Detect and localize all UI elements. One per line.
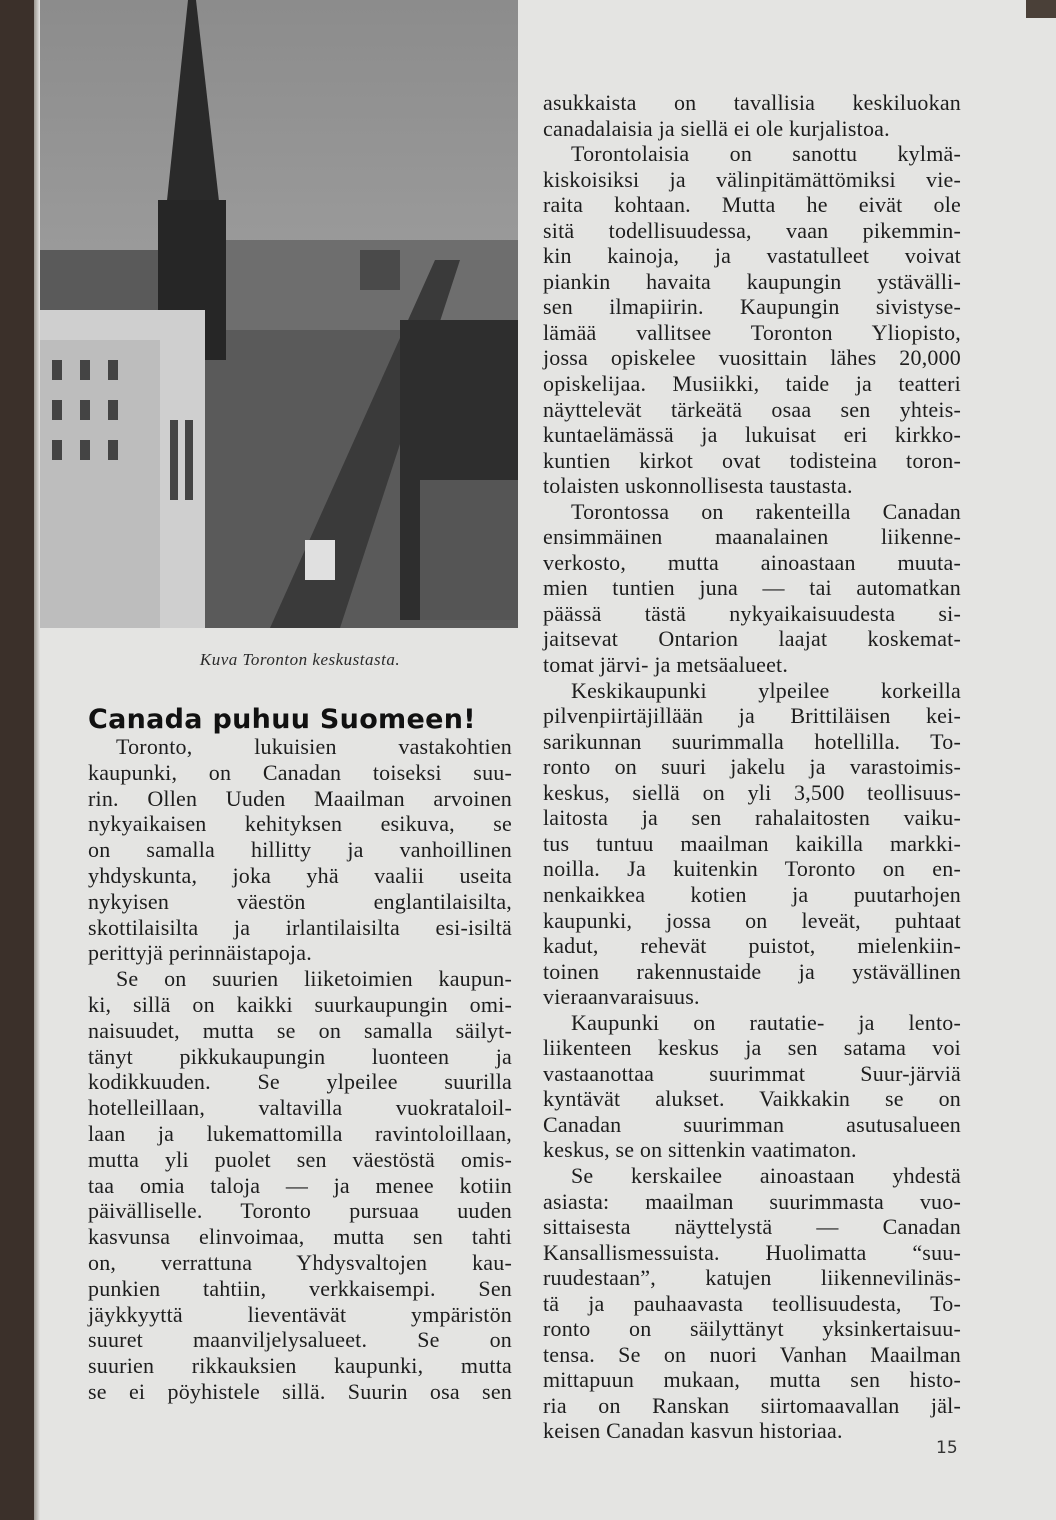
text-line: nykyaikaisen kehityksen esikuva, se [88,811,512,837]
text-line: raita kohtaan. Mutta he eivät ole [543,192,961,218]
paragraph [543,678,961,1010]
paragraph [543,1010,961,1163]
text-line: ria on Ranskan siirtomaavallan jäl- [543,1392,961,1418]
page-number: 15 [936,1438,958,1458]
paragraph [543,90,961,141]
text-line: Kaupunki on rautatie- ja lento- [571,1009,961,1035]
text-line: opiskelijaa. Musiikki, taide ja teatteri [543,371,961,397]
text-line: ronto on suuri jakelu ja varastoimis- [543,754,961,780]
text-line: jäykkyyttä lieventävät ympäristön [88,1301,512,1327]
text-line: ensimmäinen maanalainen liikenne- [543,524,961,550]
text-line: Torontossa on rakenteilla Canadan [571,498,961,524]
text-line: hotelleillaan, valtavilla vuokrataloil- [88,1095,512,1121]
text-line: kuntaelämässä ja lukuisat eri kirkko- [543,422,961,448]
text-line: sittaisesta näyttelystä — Canadan [543,1214,961,1240]
text-line: nenkaikkea kotien ja puutarhojen [543,881,961,907]
text-line: päivälliselle. Toronto pursuaa uuden [88,1198,512,1224]
text-line: suurien rikkauksien kaupunki, mutta [88,1353,512,1379]
text-line: tä ja pauhaavasta teollisuudesta, To- [543,1290,961,1316]
text-line: vieraanvaraisuus. [543,984,700,1010]
text-line: canadalaisia ja siellä ei ole kurjalistoa. [543,115,890,141]
text-line: pilvenpiirtäjillään ja Brittiläisen kei- [543,703,961,729]
text-line: mittapuun mukaan, mutta sen histo- [543,1367,961,1393]
text-line: kasvunsa elinvoimaa, mutta sen tahti [88,1224,512,1250]
text-line: asukkaista on tavallisia keskiluokan [543,90,961,115]
text-line: ruudestaan”, katujen liikennevilinäs- [543,1265,961,1291]
text-line: verkosto, mutta ainoastaan muuta- [543,549,961,575]
paragraph [543,1163,961,1444]
text-line: toinen rakennustaide ja ystävällinen [543,958,961,984]
text-line: skottilaisilta ja irlantilaisilta esi-isiltä [88,914,512,940]
text-line: kadut, rehevät puistot, mielenkiin- [543,933,961,959]
text-line: asiasta: maailman suurimmasta vuo- [543,1188,961,1214]
text-line: tus tuntuu maailman kaikilla markki- [543,830,961,856]
text-line: ronto on säilyttänyt yksinkertaisuu- [543,1316,961,1342]
paragraph [543,141,961,499]
right-column [543,90,961,1444]
text-line: jaitsevat Ontarion laajat koskemat- [543,626,961,652]
text-line: tolaisten uskonnollisesta taustasta. [543,473,853,499]
text-line: kyntävät alukset. Vaikkakin se on [543,1086,961,1112]
text-line: suuret maanviljelysalueet. Se on [88,1327,512,1353]
text-line: keskus, se on sittenkin vaatimaton. [543,1137,857,1163]
text-line: Canadan suurimman asutusalueen [543,1111,961,1137]
text-line: perittyjä perinnäistapoja. [88,940,312,966]
text-line: tensa. Se on nuori Vanhan Maailman [543,1341,961,1367]
text-line: se ei pöyhistele sillä. Suurin osa sen [88,1378,512,1404]
text-line: piankin havaita kaupungin ystävälli- [543,268,961,294]
text-line: liikenteen keskus ja sen satama voi [543,1035,961,1061]
text-line: mutta yli puolet sen väestöstä omis- [88,1146,512,1172]
text-line: Toronto, lukuisien vastakohtien [116,734,512,759]
text-line: noilla. Ja kuitenkin Toronto on en- [543,856,961,882]
text-line: yhdyskunta, joka yhä vaalii useita [88,862,512,888]
text-line: Kansallismessuista. Huolimatta “suu- [543,1239,961,1265]
paragraph [543,499,961,678]
text-line: sarikunnan suurimmalla hotellilla. To- [543,728,961,754]
text-line: kiskoisiksi ja välinpitämättömiksi vie- [543,166,961,192]
text-line: mien tuntien juna — tai automatkan [543,575,961,601]
text-line: on samalla hillitty ja vanhoillinen [88,837,512,863]
paragraph [88,966,512,1405]
photo-caption: Kuva Toronton keskustasta. [199,650,401,669]
text-line: kaupunki, on Canadan toiseksi suu- [88,759,512,785]
text-line: tomat järvi- ja metsäalueet. [543,652,789,678]
text-line: päässä tästä nykyaikaisuudesta si- [543,600,961,626]
text-line: laan ja lukemattomilla ravintoloillaan, [88,1120,512,1146]
text-line: jossa opiskelee vuosittain lähes 20,000 [543,345,961,371]
text-line: ki, sillä on kaikki suurkaupungin omi- [88,991,512,1017]
text-line: Se kerskailee ainoastaan yhdestä [571,1162,961,1188]
text-line: kin kainoja, ja vastatulleet voivat [543,243,961,269]
text-line: keskus, siellä on yli 3,500 teollisuus- [543,779,961,805]
text-line: nykyisen väestön englantilaisilta, [88,888,512,914]
text-line: naisuudet, mutta se on samalla säilyt- [88,1017,512,1043]
text-line: vastaanottaa suurimmat Suur-järviä [543,1060,961,1086]
text-line: kodikkuuden. Se ylpeilee suurilla [88,1069,512,1095]
text-line: rin. Ollen Uuden Maailman arvoinen [88,785,512,811]
text-line: on, verrattuna Yhdysvaltojen kau- [88,1249,512,1275]
text-line: punkien tahtiin, verkkaisempi. Sen [88,1275,512,1301]
text-line: kaupunki, jossa on leveät, puhtaat [543,907,961,933]
left-column [88,734,512,1405]
toronto-photo [40,0,518,628]
paragraph [88,734,512,966]
text-line: lämää vallitsee Toronton Yliopisto, [543,319,961,345]
next-page-corner [1026,0,1056,18]
text-line: laitosta ja sen rahalaitosten vaiku- [543,805,961,831]
text-line: Se on suurien liiketoimien kaupun- [116,966,512,992]
text-line: tänyt pikkukaupungin luonteen ja [88,1043,512,1069]
text-line: Keskikaupunki ylpeilee korkeilla [571,677,961,703]
text-line: sitä todellisuudessa, vaan pikemmin- [543,217,961,243]
text-line: taa omia taloja — ja menee kotiin [88,1172,512,1198]
text-line: sen ilmapiirin. Kaupungin sivistyse- [543,294,961,320]
article-heading: Canada puhuu Suomeen! [88,704,476,735]
text-line: näyttelevät tärkeätä osaa sen yhteis- [543,396,961,422]
text-line: Torontolaisia on sanottu kylmä- [571,141,961,167]
text-line: keisen Canadan kasvun historiaa. [543,1418,843,1444]
text-line: kuntien kirkot ovat todisteina toron- [543,447,961,473]
